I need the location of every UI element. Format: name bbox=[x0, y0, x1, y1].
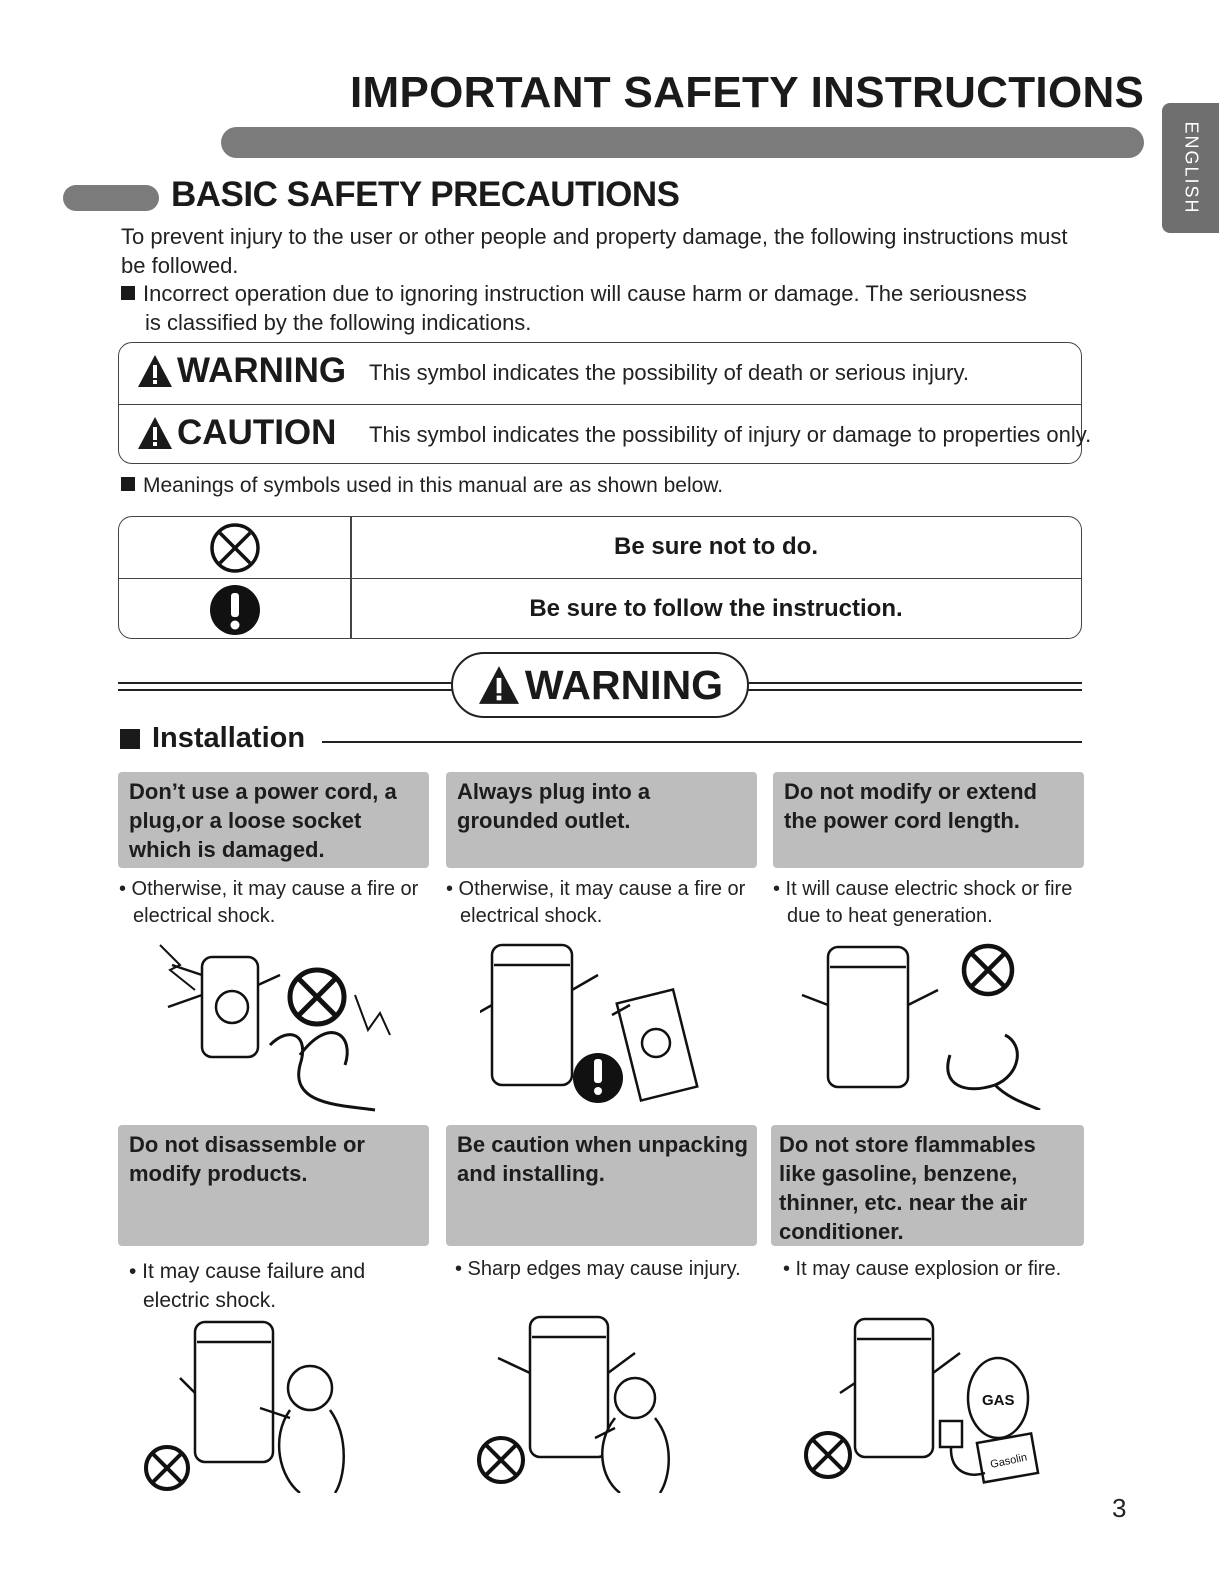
prohibited-icon bbox=[146, 1447, 188, 1489]
symbols-table bbox=[118, 516, 1082, 639]
caution-label: CAUTION bbox=[177, 413, 337, 452]
card-head: Always plug into a grounded outlet. bbox=[446, 772, 757, 868]
unpacking-illustration bbox=[470, 1313, 700, 1493]
symbol-text-prohibited: Be sure not to do. bbox=[614, 533, 818, 560]
divider-line bbox=[118, 689, 452, 691]
disassemble-illustration bbox=[140, 1318, 370, 1493]
caution-triangle-icon bbox=[137, 416, 173, 450]
section-title: BASIC SAFETY PRECAUTIONS bbox=[171, 175, 680, 214]
language-tab-label: ENGLISH bbox=[1181, 121, 1201, 215]
mandatory-icon bbox=[573, 1053, 623, 1103]
prohibited-icon bbox=[964, 946, 1012, 994]
prohibited-icon bbox=[290, 970, 344, 1024]
divider-line bbox=[118, 682, 452, 684]
prohibited-icon bbox=[209, 522, 261, 574]
seriousness-note: Incorrect operation due to ignoring instruction will cause harm or damage. The seriousness is classified by the following indications. bbox=[121, 279, 1081, 337]
installation-rule bbox=[322, 741, 1082, 743]
warning-badge-label: WARNING bbox=[524, 661, 724, 708]
indications-box bbox=[118, 342, 1092, 464]
symbol-row-mandatory bbox=[119, 578, 1081, 640]
page-number: 3 bbox=[1112, 1493, 1127, 1523]
card-head: Do not modify or extend the power cord length. bbox=[773, 772, 1084, 868]
divider-line bbox=[748, 682, 1082, 684]
gasoline-label: Gasolin bbox=[989, 1451, 1029, 1471]
card-head: Don’t use a power cord, a plug,or a loose socket which is damaged. bbox=[118, 772, 429, 868]
card-body: • Otherwise, it may cause a fire or electrical shock. bbox=[446, 878, 746, 927]
flammables-illustration bbox=[800, 1313, 1060, 1493]
warning-triangle-icon bbox=[137, 354, 173, 388]
card-body: • Sharp edges may cause injury. bbox=[455, 1258, 741, 1280]
card-head: Do not disassemble or modify products. bbox=[118, 1125, 429, 1246]
section-pill bbox=[63, 185, 159, 211]
warning-description: This symbol indicates the possibility of death or serious injury. bbox=[369, 360, 969, 385]
symbols-intro: Meanings of symbols used in this manual are as shown below. bbox=[121, 474, 723, 498]
prohibited-icon bbox=[806, 1433, 850, 1477]
language-tab bbox=[1162, 103, 1219, 233]
card-head: Be caution when unpacking and installing. bbox=[446, 1125, 757, 1246]
square-bullet-icon bbox=[121, 477, 135, 491]
warning-badge bbox=[451, 652, 749, 718]
symbol-row-prohibited bbox=[119, 517, 1081, 578]
square-bullet-icon bbox=[120, 729, 140, 749]
damaged-plug-illustration bbox=[140, 935, 420, 1115]
indication-row-warning bbox=[119, 343, 1081, 404]
installation-heading bbox=[120, 722, 305, 755]
card-body: • It may cause explosion or fire. bbox=[783, 1258, 1062, 1280]
indication-row-caution bbox=[119, 404, 1092, 466]
divider-line bbox=[748, 689, 1082, 691]
warning-label: WARNING bbox=[177, 351, 347, 390]
gas-label: GAS bbox=[982, 1392, 1015, 1409]
card-body: • It will cause electric shock or fire due to heat generation. bbox=[773, 878, 1073, 927]
mandatory-icon bbox=[209, 584, 261, 636]
caution-description: This symbol indicates the possibility of injury or damage to properties only. bbox=[369, 422, 1092, 447]
grounded-outlet-illustration bbox=[480, 935, 710, 1110]
card-head: Do not store flammables like gasoline, benzene, thinner, etc. near the air conditioner. bbox=[771, 1125, 1084, 1246]
extended-cord-illustration bbox=[790, 935, 1050, 1110]
warning-triangle-icon bbox=[477, 665, 521, 705]
card-body: • Otherwise, it may cause a fire or electrical shock. bbox=[119, 878, 419, 927]
prohibited-icon bbox=[479, 1438, 523, 1482]
title-bar bbox=[221, 127, 1144, 158]
card-body: • It may cause failure and electric shock. bbox=[129, 1260, 366, 1312]
page-title: IMPORTANT SAFETY INSTRUCTIONS bbox=[350, 68, 1145, 117]
symbol-text-mandatory: Be sure to follow the instruction. bbox=[529, 595, 903, 622]
square-bullet-icon bbox=[121, 286, 135, 300]
intro-text: To prevent injury to the user or other people and property damage, the following instructions must be followed. bbox=[121, 224, 1068, 278]
installation-title: Installation bbox=[152, 722, 306, 754]
